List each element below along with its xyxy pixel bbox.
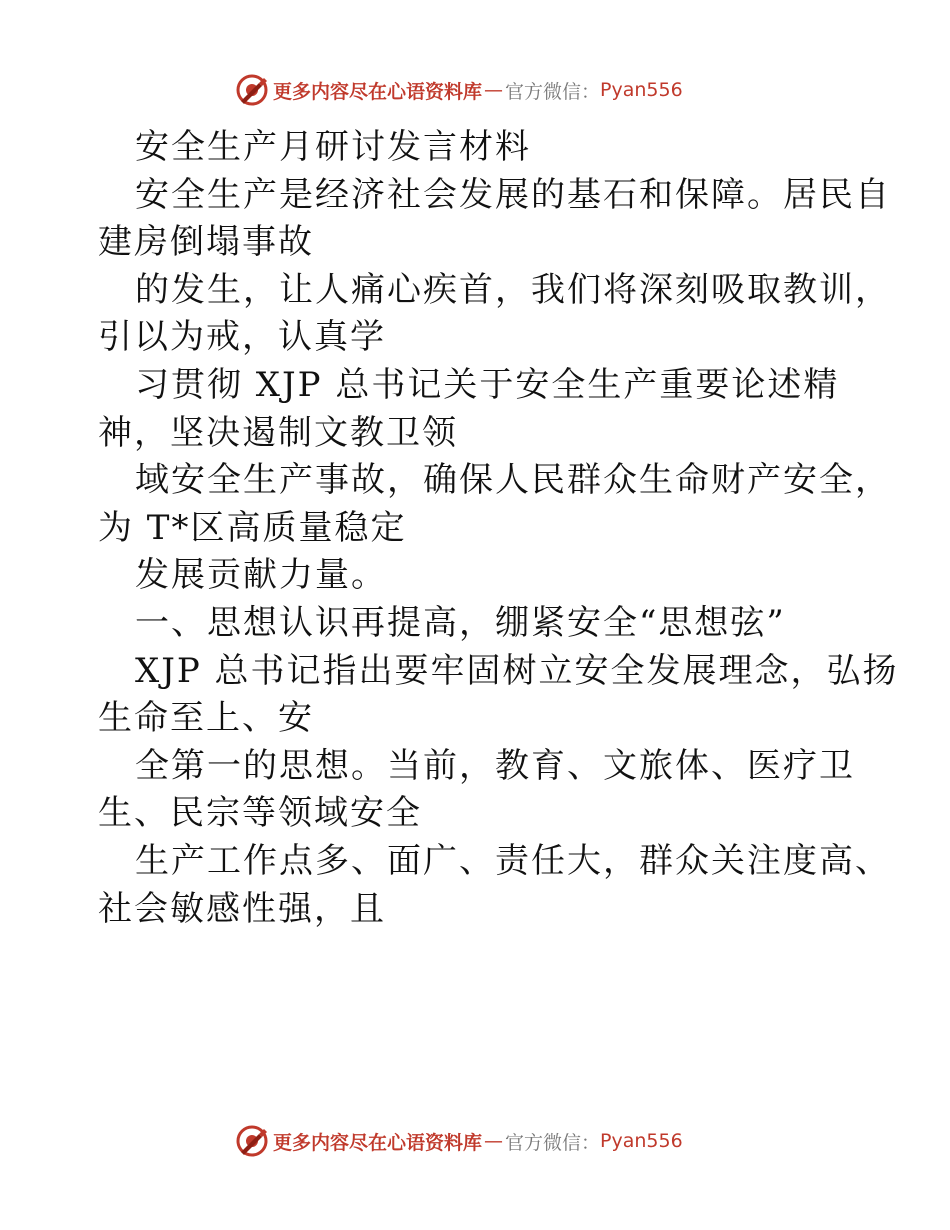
body-text-line: 引以为戒，认真学 xyxy=(98,317,386,358)
red-circle-pen-logo-icon xyxy=(235,1124,269,1158)
body-text-line: 域安全生产事故，确保人民群众生命财产安全， xyxy=(135,460,891,501)
body-text-line: 生命至上、安 xyxy=(98,698,314,739)
body-text-line: 神，坚决遏制文教卫领 xyxy=(98,412,458,453)
document-body xyxy=(98,124,898,933)
body-text-line: 全第一的思想。当前，教育、文旅体、医疗卫 xyxy=(135,745,855,786)
body-text-line: 建房倒塌事故 xyxy=(98,222,314,263)
watermark-site-text: 更多内容尽在心语资料库 xyxy=(273,1131,483,1154)
footer-watermark xyxy=(235,1124,683,1158)
watermark-site-text: 更多内容尽在心语资料库 xyxy=(273,80,483,103)
red-circle-pen-logo-icon xyxy=(235,73,269,107)
watermark-dash: — xyxy=(484,1130,504,1152)
body-text-line: 社会敏感性强，且 xyxy=(98,888,386,929)
body-text-line: 安全生产是经济社会发展的基石和保障。居民自 xyxy=(135,174,891,215)
watermark-label: 官方微信： xyxy=(505,1131,601,1154)
body-text-line: 生、民宗等领域安全 xyxy=(98,793,422,834)
watermark-wechat-id: Pyan556 xyxy=(600,79,683,101)
header-watermark xyxy=(235,73,683,107)
body-text-line: 发展贡献力量。 xyxy=(135,555,387,596)
document-title: 安全生产月研讨发言材料 xyxy=(135,127,531,167)
body-text-line: 的发生，让人痛心疾首，我们将深刻吸取教训， xyxy=(135,269,891,310)
body-text-line: 为 T*区高质量稳定 xyxy=(98,507,407,548)
body-text-line: 一、思想认识再提高，绷紧安全“思想弦” xyxy=(135,602,786,643)
body-text-line: 习贯彻 XJP 总书记关于安全生产重要论述精 xyxy=(135,364,840,405)
watermark-wechat-id: Pyan556 xyxy=(600,1130,683,1152)
body-text-line: 生产工作点多、面广、责任大，群众关注度高、 xyxy=(135,840,891,881)
body-text-line: XJP 总书记指出要牢固树立安全发展理念，弘扬 xyxy=(135,650,899,691)
watermark-dash: — xyxy=(484,79,504,101)
watermark-label: 官方微信： xyxy=(505,80,601,103)
